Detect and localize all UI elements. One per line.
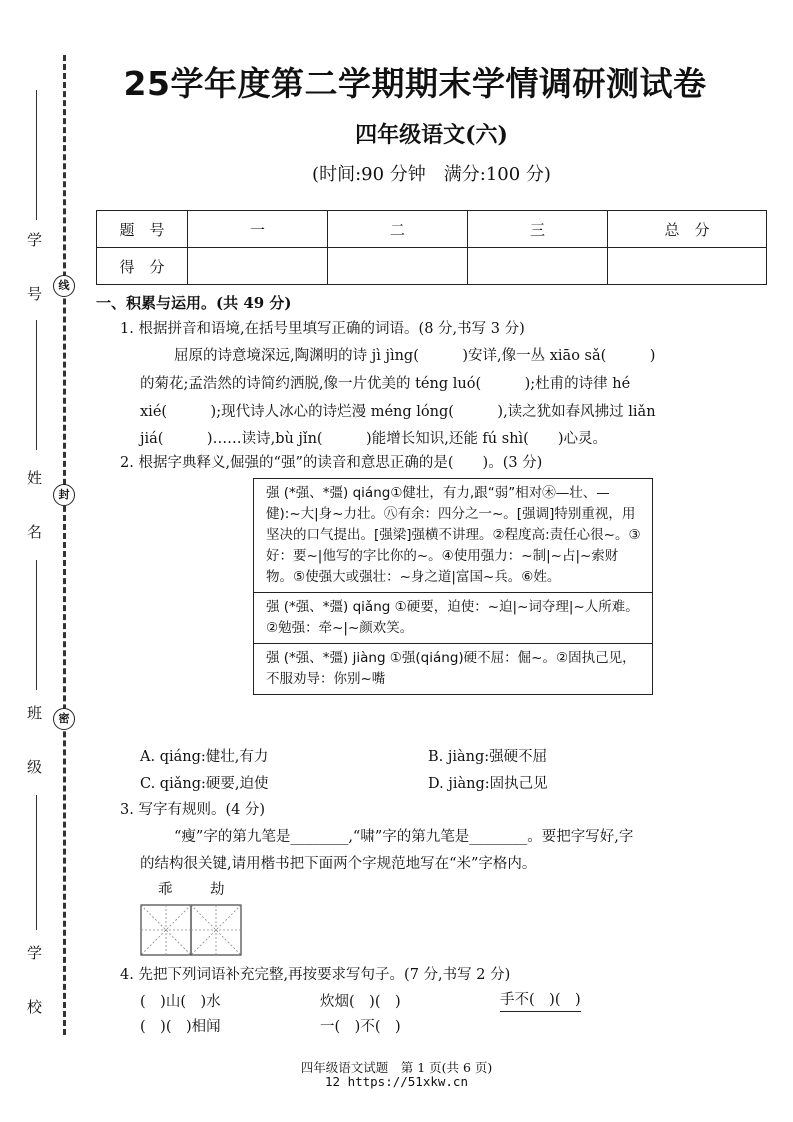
row-label-score: 得 分 [97, 248, 188, 285]
idiom-blank[interactable]: 一( )不( ) [320, 1019, 401, 1035]
label-school: 学 校 [25, 945, 43, 1026]
binding-dashed-line [63, 55, 70, 1035]
header-part-2: 二 [328, 211, 468, 248]
score-cell[interactable] [608, 248, 767, 285]
option-a[interactable]: A. qiáng:健壮,有力 [140, 749, 269, 765]
binding-line [36, 795, 37, 930]
time-info: (时间:90 分钟 满分:100 分) [312, 164, 551, 185]
label-student-number: 学 号 [25, 232, 43, 313]
idiom-blank[interactable]: ( )( )相闻 [140, 1019, 221, 1035]
score-cell[interactable] [328, 248, 468, 285]
dict-entry-qiang3: 强 (*强、*彊) qiǎng ①硬要，迫使：~迫|~词夺理|~人所难。②勉强：牵~|~颜欢笑。 [254, 592, 652, 643]
seal-mark-feng: 封 [53, 484, 75, 506]
score-table [96, 210, 767, 285]
option-b[interactable]: B. jiàng:强硬不屈 [428, 749, 548, 765]
q3-line: 的结构很关键,请用楷书把下面两个字规范地写在“米”字格内。 [140, 856, 537, 872]
dict-entry-jiang4: 强 (*强、*彊) jiàng ①强(qiáng)硬不屈：倔~。②固执己见，不服劝导：你别~嘴 [254, 643, 652, 694]
binding-line [36, 560, 37, 690]
exam-title: 25学年度第二学期期末学情调研测试卷 [123, 64, 707, 103]
label-name: 姓 名 [25, 470, 43, 551]
q1-line: xié( );现代诗人冰心的诗烂漫 méng lóng( ),读之犹如春风拂过 liǎn [140, 404, 656, 420]
q1-line: 的菊花;孟浩然的诗简约洒脱,像一片优美的 téng luó( );杜甫的诗律 hé [140, 376, 631, 392]
header-total: 总 分 [608, 211, 767, 248]
dictionary-box [253, 478, 653, 695]
idiom-blank[interactable]: 手不( )( ) [500, 989, 581, 1012]
q2-prompt: 2. 根据字典释义,倔强的“强”的读音和意思正确的是( )。(3 分) [120, 455, 543, 471]
idiom-blank[interactable]: ( )山( )水 [140, 994, 221, 1010]
mi-character-grid[interactable] [140, 904, 244, 956]
option-c[interactable]: C. qiǎng:硬要,迫使 [140, 776, 269, 792]
char-guai: 乖 [158, 882, 173, 898]
score-cell[interactable] [188, 248, 328, 285]
header-part-3: 三 [468, 211, 608, 248]
page-footer: 四年级语文试题 第 1 页(共 6 页) [300, 1060, 493, 1075]
char-jie: 劫 [210, 882, 225, 898]
option-d[interactable]: D. jiàng:固执己见 [428, 776, 548, 792]
score-cell[interactable] [468, 248, 608, 285]
header-part-1: 一 [188, 211, 328, 248]
q3-line: “瘦”字的第九笔是________,“啸”字的第九笔是________。要把字写好,字 [174, 829, 634, 845]
source-url: 12 https://51xkw.cn [325, 1074, 468, 1089]
idiom-blank[interactable]: 炊烟( )( ) [320, 994, 401, 1010]
q1-line: jiá( )……读诗,bù jǐn( )能增长知识,还能 fú shì( )心灵。 [140, 431, 607, 447]
seal-mark-mi: 密 [53, 708, 75, 730]
header-question-number: 题 号 [97, 211, 188, 248]
q3-prompt: 3. 写字有规则。(4 分) [120, 802, 266, 818]
exam-subtitle: 四年级语文(六) [355, 122, 508, 148]
q1-line: 屈原的诗意境深远,陶渊明的诗 jì jìng( )安详,像一丛 xiāo sǎ( ) [174, 348, 656, 364]
seal-mark-xian: 线 [53, 275, 75, 297]
section-heading: 一、积累与运用。(共 49 分) [96, 294, 292, 312]
binding-line [36, 90, 37, 220]
q1-prompt: 1. 根据拼音和语境,在括号里填写正确的词语。(8 分,书写 3 分) [120, 321, 525, 337]
binding-line [36, 320, 37, 450]
q4-prompt: 4. 先把下列词语补充完整,再按要求写句子。(7 分,书写 2 分) [120, 967, 511, 983]
dict-entry-qiang2: 强 (*强、*彊) qiáng①健壮，有力,跟“弱”相对㊍—壮、—健):~大|身~力壮。㊇有余：四分之一~。[强调]特别重视，用坚决的口气提出。[强梁]强横不讲理。②程度高:责任心很~。③好：要~|他写的字比你的~。④使用强力：~制|~占|~索财物。⑤使强大或强壮：~身之道|富国~兵。⑥姓。 [266, 485, 641, 585]
label-class: 班 级 [25, 705, 43, 786]
